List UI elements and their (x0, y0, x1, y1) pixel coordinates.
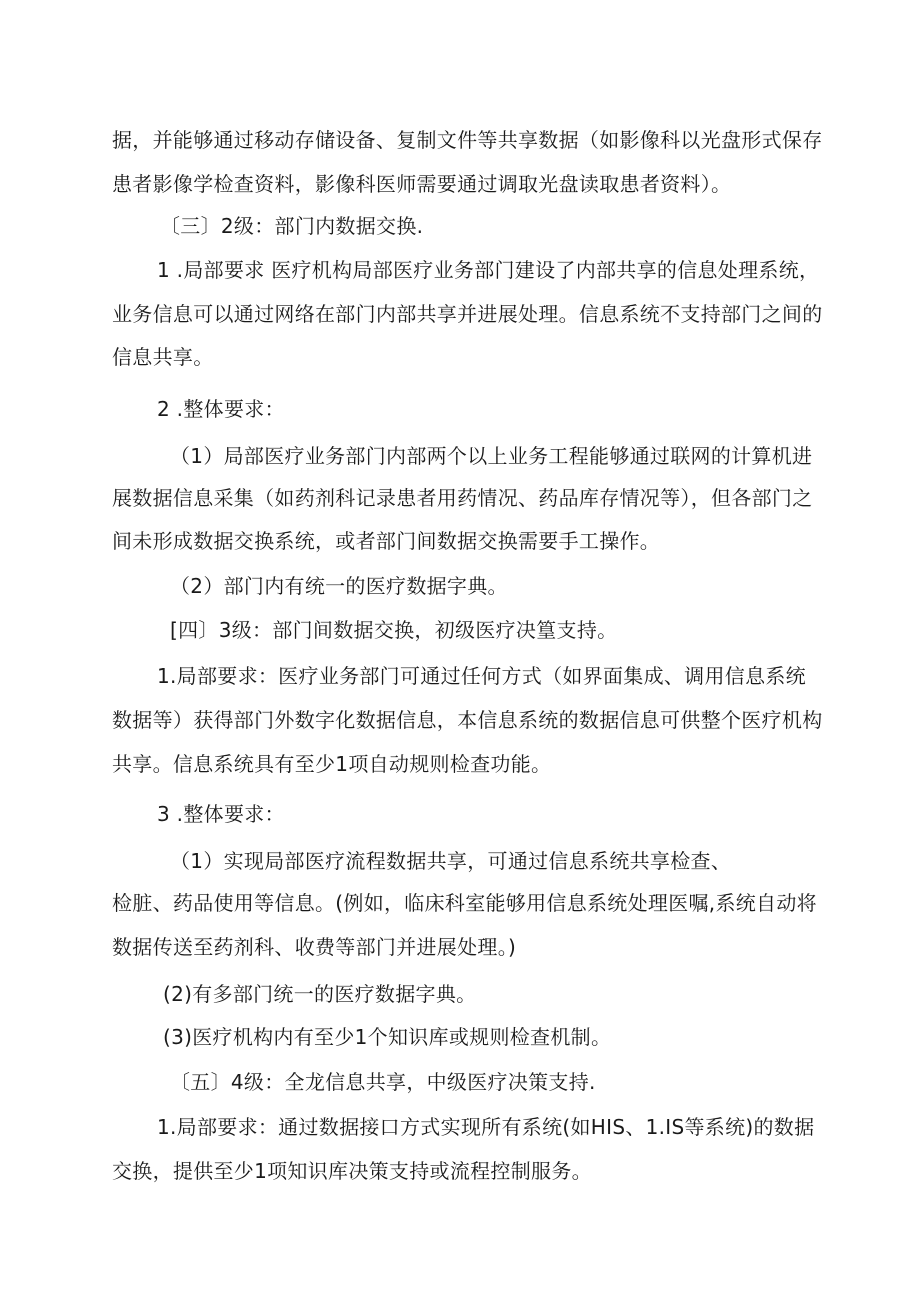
paragraph-line: 业务信息可以通过网络在部门内部共享并进展处理。信息系统不支持部门之间的 (112, 302, 823, 326)
paragraph-line: 数据等）获得部门外数字化数据信息，本信息系统的数据信息可供整个医疗机构 (112, 708, 823, 732)
section-heading-level-3: [四〕3级：部门间数据交换，初级医疗决篁支持。 (170, 618, 618, 642)
paragraph-line: 患者影像学检查资料，影像科医师需要通过调取光盘读取患者资料）。 (112, 172, 732, 196)
paragraph-line: 1.局部要求：医疗业务部门可通过任何方式（如界面集成、调用信息系统 (157, 664, 806, 688)
paragraph-line: 1 .局部要求 医疗机构局部医疗业务部门建设了内部共享的信息处理系统， (157, 258, 820, 282)
paragraph-line: （2）部门内有统一的医疗数据字典。 (170, 574, 508, 598)
paragraph-line: (3)医疗机构内有至少1个知识库或规则检查机制。 (163, 1025, 612, 1049)
paragraph-line: (2)有多部门统一的医疗数据字典。 (163, 982, 477, 1006)
paragraph-line: （1）实现局部医疗流程数据共享，可通过信息系统共享检查、 (170, 849, 732, 873)
paragraph-line: （1）局部医疗业务部门内部两个以上业务工程能够通过联网的计算机进 (170, 444, 813, 468)
paragraph-line: 数据传送至药剂科、收费等部门并进展处理。) (112, 935, 517, 959)
paragraph-line: 展数据信息采集（如药剂科记录患者用药情况、药品库存情况等），但各部门之 (112, 486, 813, 510)
paragraph-line: 共享。信息系统具有至少1项自动规则检查功能。 (112, 752, 552, 776)
paragraph-line: 据，并能够通过移动存储设备、复制文件等共享数据（如影像科以光盘形式保存 (112, 128, 823, 152)
paragraph-line: 间未形成数据交换系统，或者部门间数据交换需要手工操作。 (112, 529, 661, 553)
paragraph-line: 1.局部要求：通过数据接口方式实现所有系统(如HIS、1.IS等系统)的数据 (157, 1115, 815, 1139)
paragraph-line: 交换，提供至少1项知识库决策支持或流程控制服务。 (112, 1159, 592, 1183)
paragraph-line: 检脏、药品使用等信息。(例如，临床科室能够用信息系统处理医嘱,系统自动将 (112, 891, 817, 915)
section-heading-level-4: 〔五〕4级：全龙信息共享，中级医疗决策支持. (170, 1070, 596, 1094)
paragraph-line: 信息共享。 (112, 345, 214, 369)
subsection-heading: 2 .整体要求： (157, 397, 285, 421)
subsection-heading: 3 .整体要求： (157, 802, 285, 826)
section-heading-level-2: 〔三〕2级：部门内数据交换. (160, 214, 424, 238)
